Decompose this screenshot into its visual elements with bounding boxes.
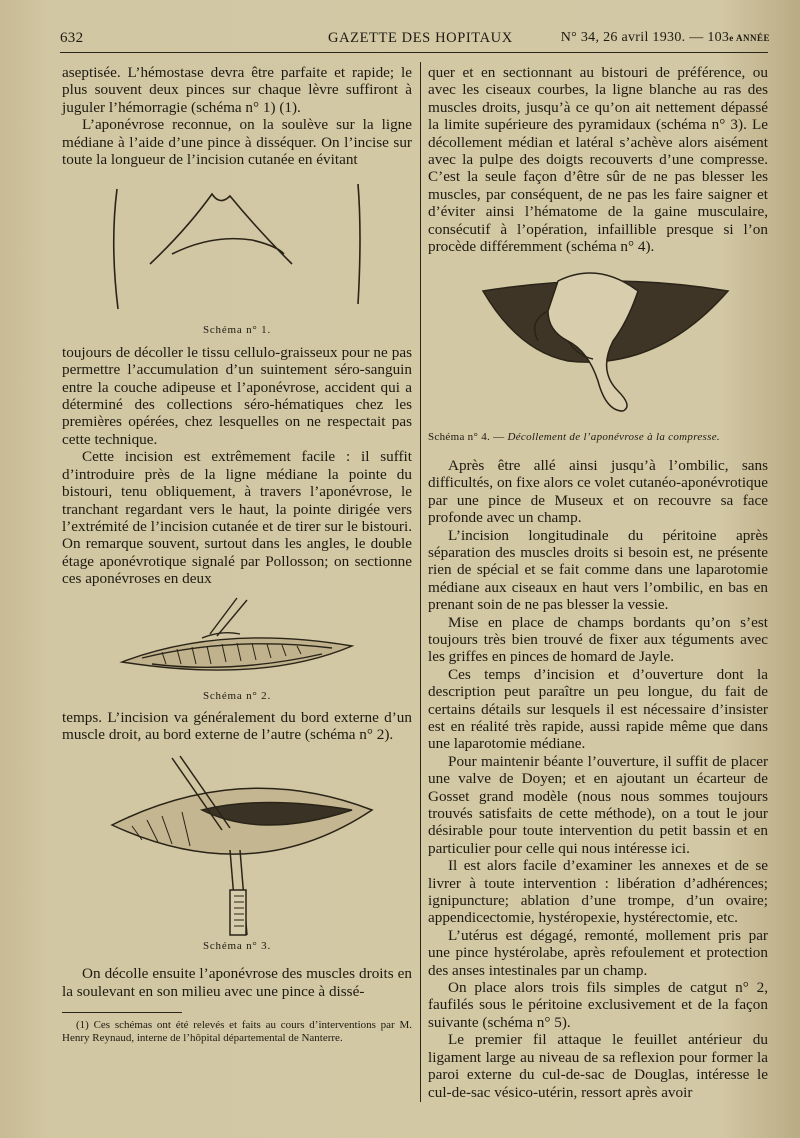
paragraph: L’utérus est dégagé, remonté, mollement pris par une pince hystérolabe, après refoulement et protection des anses intestinales par un champ. — [428, 926, 768, 979]
paragraph: L’incision longitudinale du péritoine après séparation des muscles droits si besoin est, ne présente rien de spécial et se fait comme dans une laparotomie médiane aux ciseaux en haut vers l’ombilic, en bas en prenant soin de ne pas blesser la vessie. — [428, 526, 768, 614]
schema-2-drawing — [62, 594, 412, 690]
footnote-rule — [62, 1012, 182, 1013]
page-number: 632 — [60, 30, 84, 46]
figure-schema-2 — [62, 594, 412, 705]
schema-3-drawing — [62, 750, 412, 940]
column-separator — [420, 62, 421, 1102]
journal-title: GAZETTE DES HOPITAUX — [328, 30, 513, 46]
paragraph: Le premier fil attaque le feuillet antérieur du ligament large au niveau de sa reflexion pour former la paroi externe du cul-de-sac de Douglas, intéresse le cul-de-sac vésico-utérin, ressort après avoir — [428, 1031, 768, 1101]
footnote: (1) Ces schémas ont été relevés et faits au cours d’interventions par M. Henry Reynaud, interne de l’hôpital départemental de Nanterre. — [62, 1018, 412, 1044]
paragraph: temps. L’incision va généralement du bord externe d’un muscle droit, au bord externe de l’autre (schéma n° 2). — [62, 708, 412, 744]
figure-caption: Schéma n° 2. — [202, 689, 272, 702]
paragraph: Ces temps d’incision et d’ouverture dont la description peut paraître un peu longue, du fait de certains détails sur lesquels il est nécessaire d’insister est en réalité très rapide, aussi rapide même que dans une laparotomie médiane. — [428, 665, 768, 753]
paragraph: Cette incision est extrêmement facile : il suffit d’introduire près de la ligne médiane la pointe du bistouri, tenu obliquement, à travers l’aponévrose, le tranchant regardant vers le haut, la pointe dirigée vers l’extrémité de l’incision cutanée et de tirer sur le bistouri. On remarque souvent, surtout dans les angles, le double étage aponévrotique signalé par Pollosson; on sectionne ces aponévroses en deux — [62, 448, 412, 588]
right-column — [428, 64, 768, 1101]
paragraph: toujours de décoller le tissu cellulo-graisseux pour ne pas permettre l’accumulation d’un suintement séro-sanguin entre la couche adipeuse et l’aponévrose, accident qui a déterminé des collections séro-hématiques chez les premières opérées, chez lesquelles on ne respectait pas cette technique. — [62, 343, 412, 448]
figure-caption — [428, 429, 768, 446]
paragraph: L’aponévrose reconnue, on la soulève sur la ligne médiane à l’aide d’une pince à disséquer. On l’incise sur toute la longueur de l’incision cutanée en évitant — [62, 116, 412, 169]
paragraph: On décolle ensuite l’aponévrose des muscles droits en la soulevant en son milieu avec une pince à dissé- — [62, 965, 412, 1000]
paragraph: aseptisée. L’hémostase devra être parfaite et rapide; le plus souvent deux pinces sur chaque lèvre suffiront à juguler l’hémorragie (schéma n° 1) (1). — [62, 64, 412, 116]
page-header — [60, 28, 770, 50]
figure-caption: Schéma n° 3. — [202, 939, 272, 952]
figure-caption-text: Décollement de l’aponévrose à la compresse. — [507, 431, 720, 444]
left-column — [62, 64, 412, 1045]
issue-text: N° 34, 26 avril 1930. — 103 — [560, 30, 730, 45]
paragraph: Pour maintenir béante l’ouverture, il suffit de placer une valve de Doyen; et en ajoutant un écarteur de Gosset grand modèle (nous nous sommes toujours trouvés satisfaits de cette méthode), on a tout le jour désirable pour toute intervention du petit bassin et en particulier pour celle qui nous intéresse ici. — [428, 752, 768, 857]
paragraph: Après être allé ainsi jusqu’à l’ombilic, sans difficultés, on fixe alors ce volet cutanéo-aponévrotique par une pince de Museux et on recouvre sa face profonde avec un champ. — [428, 456, 768, 527]
paragraph: On place alors trois fils simples de catgut n° 2, faufilés sous le péritoine exclusivement et de la façon suivante (schéma n° 5). — [428, 979, 768, 1031]
header-rule — [60, 52, 768, 53]
figure-caption-label: Schéma n° 4. — — [428, 431, 505, 444]
figure-schema-4 — [428, 261, 768, 446]
paragraph: quer et en sectionnant au bistouri de préférence, ou avec les ciseaux courbes, la ligne blanche au ras des muscles droits, jusqu’à ce qu’on ait nettement dépassé la limite supérieure des pyramidaux (schéma n° 3). Le décollement médian et latéral s’achève alors aisément avec la pulpe des doigts recouverts d’une compresse. C’est la seule façon d’être sûr de ne pas blesser les muscles, par conséquent, de ne pas les faire saigner et d’éviter ainsi l’hématome de la gaine musculaire, consécutif à l’opération, infaillible presque si l’on procède différemment (schéma n° 4). — [428, 64, 768, 256]
schema-1-drawing — [62, 174, 412, 324]
issue-suffix: e ANNÉE — [729, 33, 770, 43]
schema-4-drawing — [428, 261, 768, 431]
figure-caption: Schéma n° 1. — [202, 324, 272, 337]
figure-schema-3 — [62, 750, 412, 955]
issue-info — [561, 30, 770, 46]
figure-schema-1 — [62, 174, 412, 339]
paragraph: Mise en place de champs bordants qu’on s’est toujours très bien trouvé de fixer aux téguments avec les griffes en pinces de homard de Jayle. — [428, 613, 768, 666]
paragraph: Il est alors facile d’examiner les annexes et de se livrer à toute intervention : libération d’adhérences; ignipuncture; ablation d’une trompe, d’un ovaire; appendicectomie, hystéropexie, hystérectomie, etc. — [428, 857, 768, 927]
